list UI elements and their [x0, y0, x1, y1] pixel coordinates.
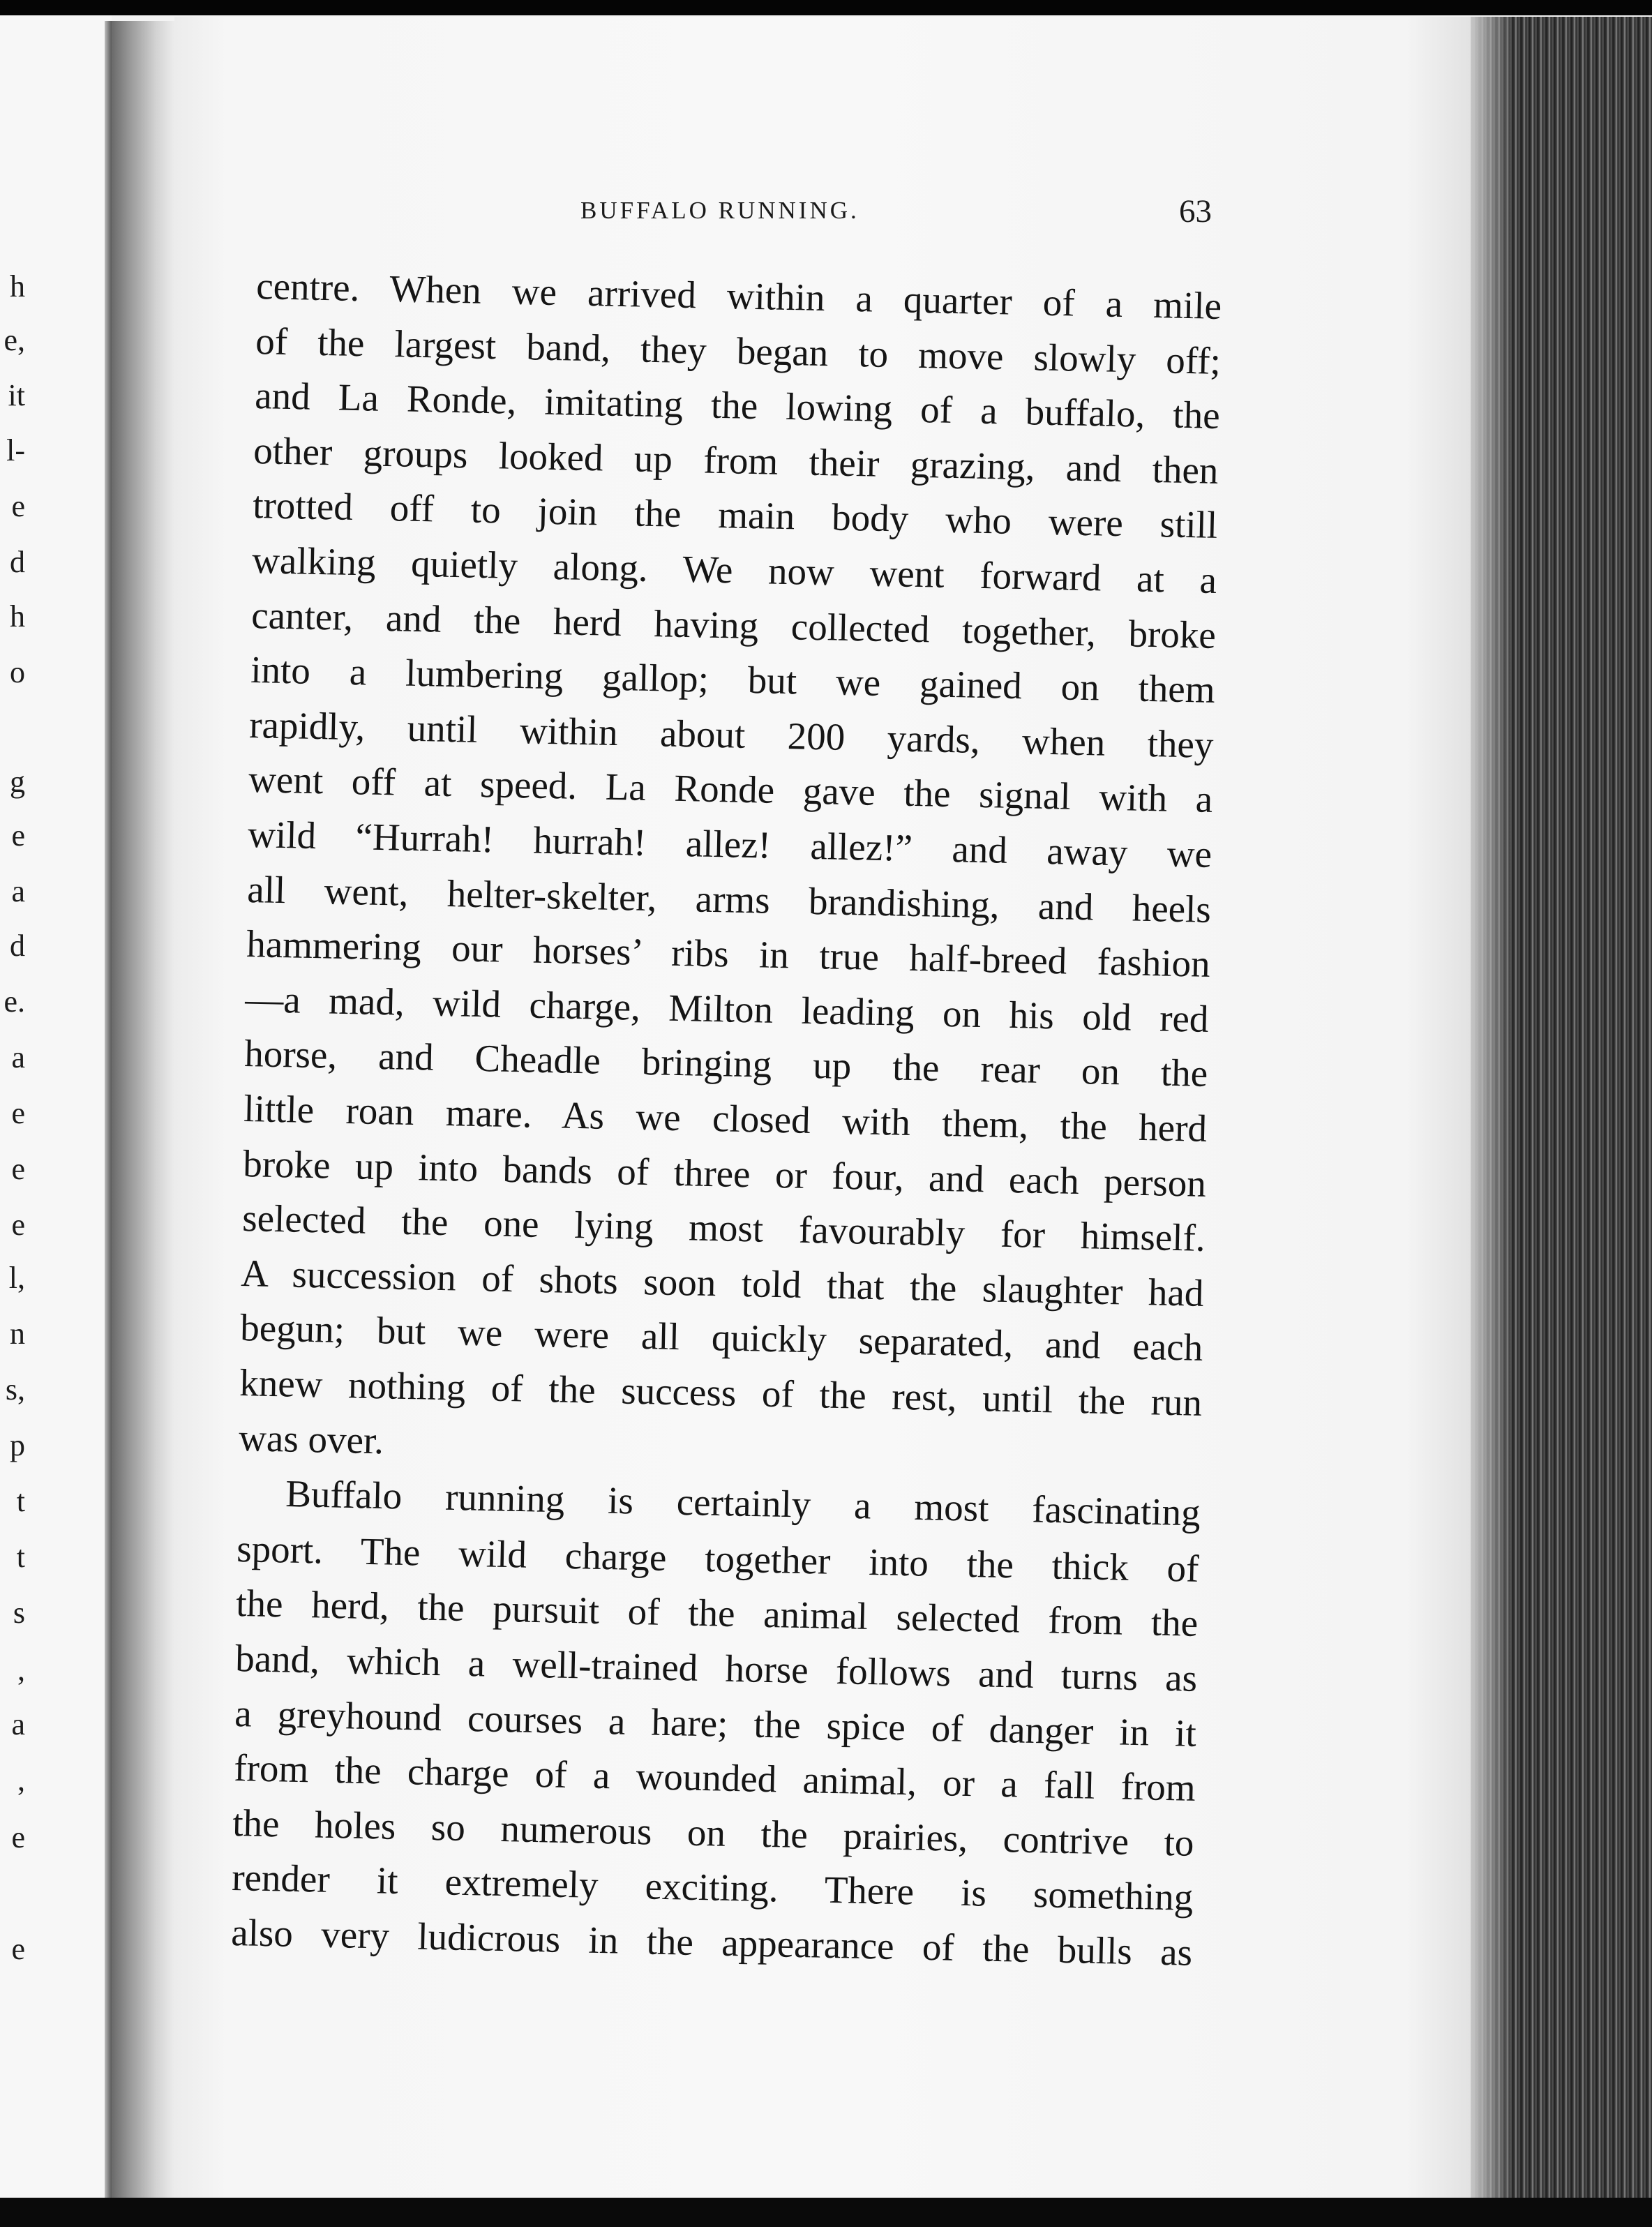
- body-line: a greyhound courses a hare; the spice of danger in it: [234, 1691, 1197, 1755]
- previous-page-fragment: e: [11, 1208, 25, 1242]
- body-line: horse, and Cheadle bringing up the rear on the: [243, 1032, 1209, 1095]
- body-line: sport. The wild charge together into the thick of: [236, 1527, 1200, 1590]
- body-line: and La Ronde, imitating the lowing of a buffalo, the: [254, 374, 1220, 437]
- previous-page-fragment: h: [10, 269, 25, 303]
- previous-page-fragment: ,: [17, 1653, 25, 1687]
- previous-page-fragment: e: [11, 1932, 25, 1966]
- body-line: other groups looked up from their grazing, and then: [253, 428, 1219, 492]
- previous-page-fragment: a: [11, 1040, 25, 1074]
- body-line: little roan mare. As we closed with them, the herd: [243, 1086, 1208, 1150]
- previous-page-fragment: a: [11, 1707, 25, 1741]
- body-line: the herd, the pursuit of the animal selected from the: [235, 1582, 1199, 1645]
- body-line: from the charge of a wounded animal, or a fall from: [233, 1746, 1196, 1810]
- running-head: BUFFALO RUNNING.: [580, 197, 859, 224]
- previous-page-fragment: n: [10, 1317, 25, 1351]
- previous-page-fragment: l-: [6, 433, 25, 467]
- previous-page-fragment: s,: [5, 1372, 25, 1407]
- book-gutter: [112, 21, 174, 2198]
- body-line: canter, and the herd having collected together, broke: [250, 593, 1217, 657]
- previous-page-fragment: t: [16, 1540, 25, 1574]
- body-line: broke up into bands of three or four, and each person: [242, 1141, 1207, 1205]
- previous-page-fragment: e: [11, 1820, 25, 1854]
- body-line: trotted off to join the main body who were still: [252, 483, 1219, 547]
- previous-page-fragment: e.: [3, 984, 25, 1019]
- previous-page-fragment: p: [10, 1428, 25, 1462]
- body-line: was over.: [238, 1416, 384, 1462]
- body-line: band, which a well-trained horse follows and turns as: [234, 1636, 1198, 1700]
- previous-page-fragment: g: [10, 765, 25, 799]
- page-number: 63: [1179, 193, 1212, 230]
- fore-edge-shadow: [1471, 17, 1512, 2198]
- scan-bottom-border: [0, 2198, 1652, 2227]
- previous-page-fragment: e: [11, 489, 25, 523]
- previous-page-fragment: d: [10, 929, 25, 963]
- previous-page-fragment: a: [11, 874, 25, 908]
- body-line: also very ludicrous in the appearance of the bulls as: [230, 1910, 1193, 1974]
- body-line: begun; but we were all quickly separated, and each: [239, 1306, 1204, 1370]
- previous-page-fragment: d: [10, 545, 25, 579]
- previous-page-fragment: s: [13, 1596, 25, 1630]
- body-line: of the largest band, they began to move slowly off;: [255, 319, 1222, 382]
- previous-page-fragment: it: [8, 378, 25, 412]
- previous-page-fragment: ,: [17, 1763, 25, 1797]
- body-line: wild “Hurrah! hurrah! allez! allez!” and away we: [247, 812, 1212, 876]
- previous-page-fragment: l,: [8, 1261, 25, 1295]
- body-line: the holes so numerous on the prairies, contrive to: [232, 1801, 1195, 1864]
- body-line: rapidly, until within about 200 yards, when they: [249, 703, 1215, 766]
- body-line: selected the one lying most favourably for himself.: [241, 1197, 1206, 1260]
- previous-page-fragment: t: [16, 1484, 25, 1518]
- body-line: walking quietly along. We now went forward at a: [251, 538, 1217, 601]
- previous-page-fragment: e: [11, 1152, 25, 1186]
- body-line: A succession of shots soon told that the slaughter had: [241, 1251, 1205, 1314]
- body-line: knew nothing of the success of the rest, until the run: [239, 1360, 1203, 1424]
- body-line: render it extremely exciting. There is something: [231, 1856, 1194, 1919]
- body-line: went off at speed. La Ronde gave the signal with a: [248, 758, 1214, 821]
- body-line: into a lumbering gallop; but we gained on them: [250, 648, 1215, 712]
- body-line: centre. When we arrived within a quarter of a mile: [255, 264, 1222, 327]
- previous-page-fragment: e: [11, 1096, 25, 1130]
- body-line: all went, helter-skelter, arms brandishing, and heels: [246, 867, 1212, 931]
- body-line: Buffalo running is certainly a most fascinating: [285, 1472, 1201, 1534]
- previous-page-fragment: h: [10, 599, 25, 633]
- scan-top-border: [0, 0, 1652, 15]
- previous-page-fragment: e: [11, 818, 25, 853]
- body-line: hammering our horses’ ribs in true half-breed fashion: [246, 922, 1210, 986]
- body-line: —a mad, wild charge, Milton leading on his old red: [245, 977, 1210, 1040]
- previous-page-fragment: o: [10, 655, 25, 689]
- previous-page-fragment: e,: [3, 323, 25, 357]
- previous-page-text-fragments: [0, 0, 28, 2227]
